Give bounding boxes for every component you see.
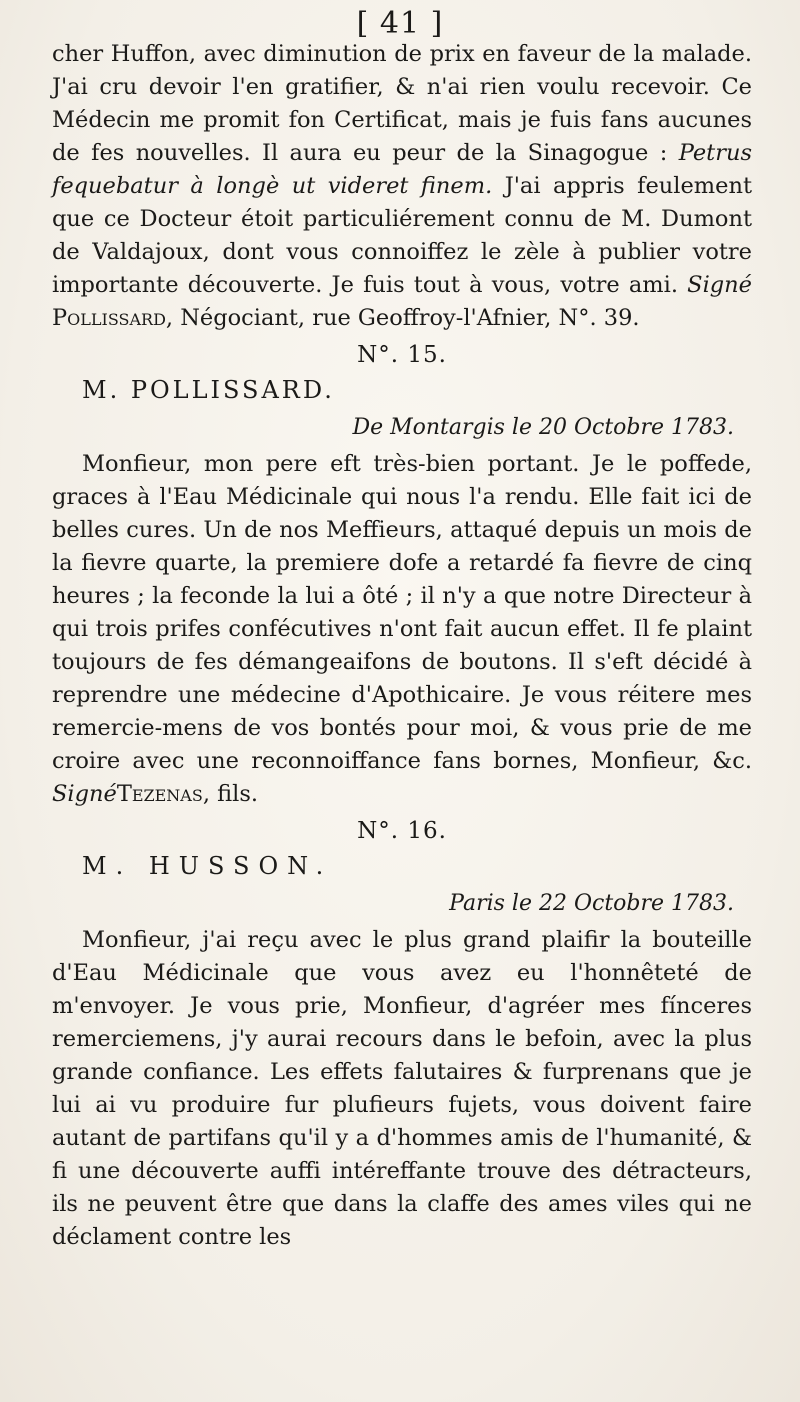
letter-14-text-2: J'ai appris feulement que ce Docteur étoit particuliérement connu de M. Dumont de Valdajoux, dont vous connoiffez le zèle à publier votre importante découverte. Je fuis tout à vous, votre ami. (52, 173, 752, 298)
letter-15-body (52, 448, 752, 811)
letter-15-number: N°. 15. (357, 342, 447, 368)
signer-name: Pollissard (52, 305, 166, 331)
signed-label: Signé (687, 272, 752, 298)
letter-14-text-1: cher Huffon, avec diminution de prix en faveur de la malade. J'ai cru devoir l'en gratifier, & n'ai rien voulu recevoir. Ce Médecin me promit fon Certificat, mais je fuis fans aucunes de fes nouvelles. Il aura eu peur de la Sinagogue : (52, 41, 752, 166)
latin-quotation: Petrus fequebatur à longè ut videret finem. (52, 140, 752, 199)
signed-label: Signé (52, 781, 117, 807)
signer-suffix: , fils. (202, 781, 259, 807)
letter-16-number: N°. 16. (357, 818, 447, 844)
letter-15-recipient: M. POLLISSARD. (82, 376, 335, 404)
letter-15-body-text: Monfieur, mon pere eft très-bien portant. Je le poffede, graces à l'Eau Médicinale qui nous l'a rendu. Elle fait ici de belles cures. Un de nos Meffieurs, attaqué depuis un mois de la fievre quarte, la premiere dofe a retardé fa fievre de cinq heures ; la feconde la lui a ôté ; il n'y a que notre Directeur à qui trois prifes confécutives n'ont fait aucun effet. Il fe plaint toujours de fes démangeaifons de boutons. Il s'eft décidé à reprendre une médecine d'Apothicaire. Je vous réitere mes remercie-mens de vos bontés pour moi, & vous prie de me croire avec une reconnoiffance fans bornes, Monfieur, &c. (52, 451, 752, 774)
page-number: [ 41 ] (356, 6, 444, 41)
signer-name: Tezenas (116, 781, 203, 807)
letter-16-recipient: M. HUSSON. (82, 852, 333, 880)
letter-14-conclusion (52, 38, 752, 335)
letter-15-dateline: De Montargis le 20 Octobre 1783. (352, 415, 734, 440)
page-text (52, 38, 752, 1254)
letter-16-body (52, 924, 752, 1254)
letter-14-text-3: , Négociant, rue Geoffroy-l'Afnier, N°. 39. (165, 305, 640, 331)
letter-16-dateline: Paris le 22 Octobre 1783. (449, 891, 734, 916)
letter-16-body-text: Monfieur, j'ai reçu avec le plus grand plaifir la bouteille d'Eau Médicinale que vous avez eu l'honnêteté de m'envoyer. Je vous prie, Monfieur, d'agréer mes fínceres remerciemens, j'y aurai recours dans le befoin, avec la plus grande confiance. Les effets falutaires & furprenans que je lui ai vu produire fur plufieurs fujets, vous doivent faire autant de partifans qu'il y a d'hommes amis de l'humanité, & fi une découverte auffi intéreffante trouve des détracteurs, ils ne peuvent être que dans la claffe des ames viles qui ne déclament contre les (52, 927, 752, 1250)
